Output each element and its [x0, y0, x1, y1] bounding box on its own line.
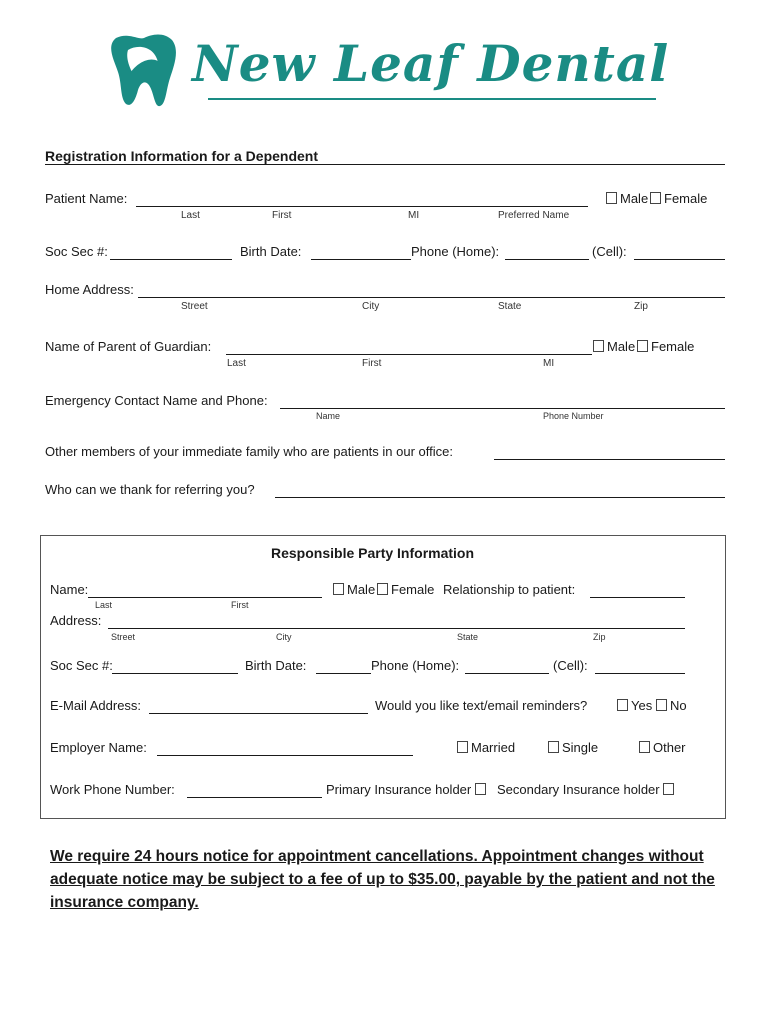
single-checkbox[interactable] [548, 741, 559, 753]
home-address-field[interactable] [138, 297, 725, 298]
rp-birth-field[interactable] [316, 673, 371, 674]
sublabel-zip: Zip [634, 301, 648, 312]
section-title-underline [45, 164, 725, 165]
emergency-field[interactable] [280, 408, 725, 409]
rp-ssn-field[interactable] [112, 673, 238, 674]
patient-name-label: Patient Name: [45, 191, 128, 206]
patient-phone-field[interactable] [505, 259, 589, 260]
rp-cell-label: (Cell): [553, 658, 588, 673]
sublabel-mi: MI [543, 358, 555, 369]
patient-ssn-field[interactable] [110, 259, 232, 260]
female-checkbox[interactable] [637, 340, 648, 352]
sublabel-phone-number: Phone Number [543, 411, 604, 421]
patient-name-field[interactable] [136, 206, 588, 207]
rp-employer-field[interactable] [157, 755, 413, 756]
guardian-gender-female[interactable]: Female [637, 339, 694, 354]
rp-reminders-no[interactable]: No [656, 698, 687, 713]
rp-reminders-yes[interactable]: Yes [617, 698, 652, 713]
rp-name-label: Name: [50, 582, 89, 597]
rp-gender-female[interactable]: Female [377, 582, 434, 597]
sublabel-name: Name [316, 411, 341, 421]
rp-email-field[interactable] [149, 713, 368, 714]
cancellation-notice: We require 24 hours notice for appointment cancellations. Appointment changes without adequate notice may be subject to a fee of up to $35.00, payable by the patient and not the insurance company. [50, 848, 715, 911]
section-title: Registration Information for a Dependent [45, 148, 319, 164]
sublabel-state: State [457, 632, 479, 642]
guardian-label: Name of Parent of Guardian: [45, 339, 212, 354]
logo [108, 32, 180, 113]
sublabel-first: First [362, 358, 382, 369]
rp-address-field[interactable] [108, 628, 685, 629]
married-checkbox[interactable] [457, 741, 468, 753]
emergency-label: Emergency Contact Name and Phone: [45, 393, 268, 408]
family-label: Other members of your immediate family who are patients in our office: [45, 444, 453, 459]
rp-phone-field[interactable] [465, 673, 549, 674]
rp-employer-label: Employer Name: [50, 740, 147, 755]
patient-birth-field[interactable] [311, 259, 411, 260]
guardian-field[interactable] [226, 354, 592, 355]
rp-birth-label: Birth Date: [245, 658, 307, 673]
rp-primary-holder[interactable]: Primary Insurance holder [326, 782, 489, 797]
sublabel-mi: MI [408, 210, 420, 221]
family-field[interactable] [494, 459, 725, 460]
home-address-label: Home Address: [45, 282, 134, 297]
rp-address-label: Address: [50, 613, 102, 628]
rp-ssn-label: Soc Sec #: [50, 658, 113, 673]
rp-gender-male[interactable]: Male [333, 582, 375, 597]
referral-label: Who can we thank for referring you? [45, 482, 255, 497]
female-checkbox[interactable] [377, 583, 388, 595]
guardian-gender-male[interactable]: Male [593, 339, 635, 354]
male-checkbox[interactable] [606, 192, 617, 204]
patient-ssn-label: Soc Sec #: [45, 244, 108, 259]
rp-work-phone-label: Work Phone Number: [50, 782, 175, 797]
sublabel-street: Street [181, 301, 208, 312]
referral-field[interactable] [275, 497, 725, 498]
sublabel-city: City [276, 632, 292, 642]
sublabel-state: State [498, 301, 522, 312]
sublabel-last: Last [227, 358, 246, 369]
yes-checkbox[interactable] [617, 699, 628, 711]
tooth-leaf-icon [108, 32, 180, 108]
sublabel-city: City [362, 301, 380, 312]
rp-cell-field[interactable] [595, 673, 685, 674]
patient-cell-label: (Cell): [592, 244, 627, 259]
rp-name-field[interactable] [88, 597, 322, 598]
sublabel-last: Last [95, 600, 113, 610]
rp-reminders-label: Would you like text/email reminders? [375, 698, 588, 713]
sublabel-street: Street [111, 632, 136, 642]
patient-cell-field[interactable] [634, 259, 725, 260]
rp-work-phone-field[interactable] [187, 797, 322, 798]
responsible-party-box [40, 535, 726, 819]
secondary-holder-checkbox[interactable] [663, 783, 674, 795]
male-checkbox[interactable] [333, 583, 344, 595]
sublabel-first: First [231, 600, 249, 610]
rp-marital-married[interactable]: Married [457, 740, 515, 755]
no-checkbox[interactable] [656, 699, 667, 711]
primary-holder-checkbox[interactable] [475, 783, 486, 795]
rp-relationship-label: Relationship to patient: [443, 582, 576, 597]
male-checkbox[interactable] [593, 340, 604, 352]
rp-phone-label: Phone (Home): [371, 658, 460, 673]
other-checkbox[interactable] [639, 741, 650, 753]
rp-marital-single[interactable]: Single [548, 740, 598, 755]
rp-secondary-holder[interactable]: Secondary Insurance holder [497, 782, 677, 797]
sublabel-zip: Zip [593, 632, 606, 642]
rp-email-label: E-Mail Address: [50, 698, 142, 713]
sublabel-preferred: Preferred Name [498, 210, 570, 221]
patient-birth-label: Birth Date: [240, 244, 302, 259]
responsible-title: Responsible Party Information [271, 545, 475, 561]
sublabel-first: First [272, 210, 292, 221]
female-checkbox[interactable] [650, 192, 661, 204]
sublabel-last: Last [181, 210, 200, 221]
patient-phone-label: Phone (Home): [411, 244, 500, 259]
brand-underline [208, 98, 656, 100]
brand-name: New Leaf Dental [192, 34, 670, 93]
patient-gender-female[interactable]: Female [650, 191, 707, 206]
rp-relationship-field[interactable] [590, 597, 685, 598]
patient-gender-male[interactable]: Male [606, 191, 648, 206]
rp-marital-other[interactable]: Other [639, 740, 686, 755]
